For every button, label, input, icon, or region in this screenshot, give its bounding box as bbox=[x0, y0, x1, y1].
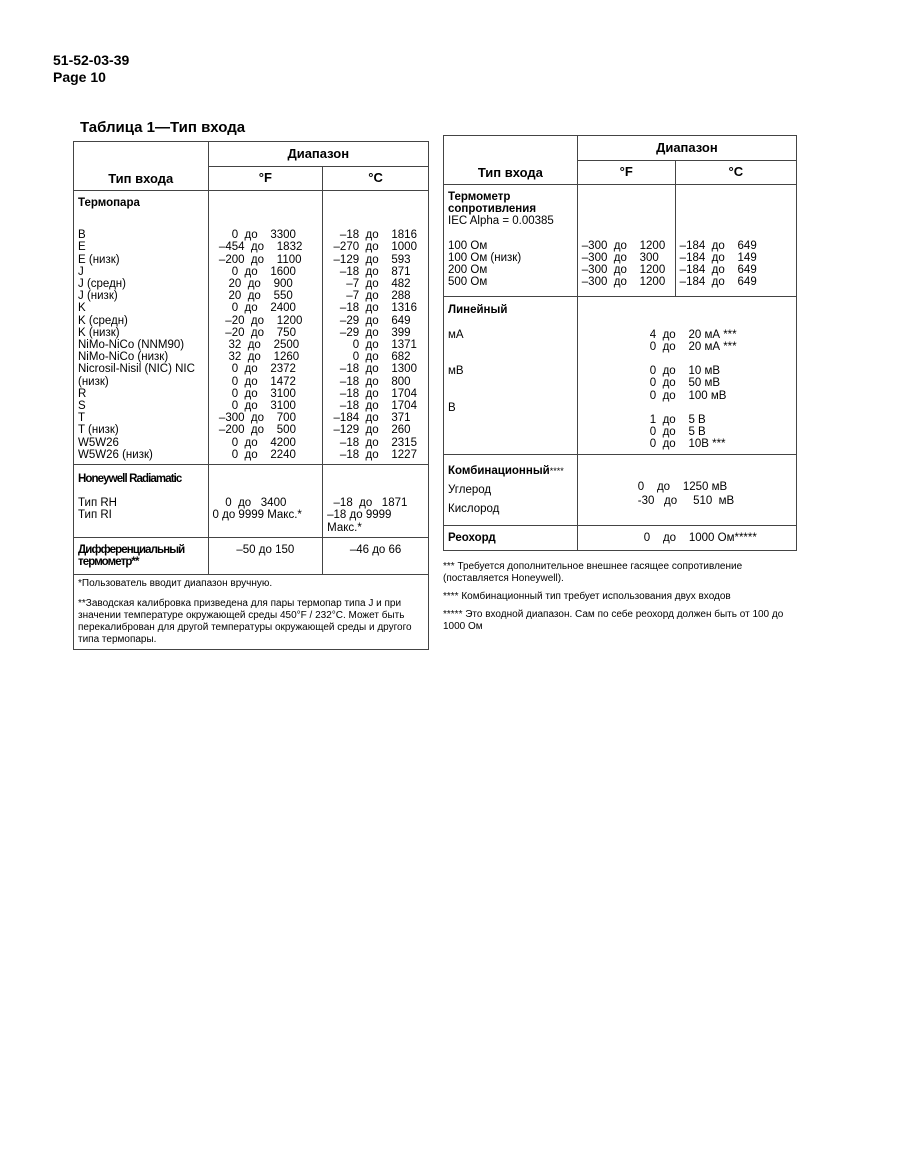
rh-f-range: 0 до 3400 bbox=[212, 497, 287, 510]
right-footnotes bbox=[443, 561, 793, 633]
thermocouple-f-range: –20 до 1200 bbox=[212, 314, 303, 327]
input-type-table-right bbox=[443, 135, 797, 551]
ri-f-range: 0 до 9999 Макс.* bbox=[212, 509, 302, 522]
linear-title: Линейный bbox=[448, 304, 508, 317]
rtd-c-range: –184 до 649 bbox=[679, 239, 757, 252]
thermocouple-c-range: 0 до 682 bbox=[327, 351, 411, 364]
linear-mv-ranges bbox=[650, 365, 792, 402]
thermocouple-names bbox=[78, 229, 204, 461]
rtd-c-range: –184 до 649 bbox=[679, 276, 757, 289]
footnote-2: **Заводская калибровка призведена для пары термопар типа J и при значении температуре окружающей среды 450°F / 232°C. Может быть перекалиброван для другой температуры окружающей среды и другого типа термопары. bbox=[78, 598, 412, 646]
thermocouple-c-range: –18 до 800 bbox=[327, 375, 411, 388]
differential-f-range: –50 до 150 bbox=[236, 543, 295, 556]
linear-ma-ranges bbox=[650, 329, 792, 353]
thermocouple-c-range: –18 до 1300 bbox=[327, 363, 417, 376]
combination-title: Комбинационный bbox=[448, 464, 550, 477]
thermocouple-c-range: –18 до 2315 bbox=[327, 436, 417, 449]
thermocouple-c-range: –184 до 371 bbox=[327, 412, 411, 425]
v-range: 0 до 10В *** bbox=[649, 438, 726, 451]
slidewire-title: Реохорд bbox=[448, 531, 496, 544]
oxygen-label: Кислород bbox=[448, 502, 500, 515]
carbon-label: Углерод bbox=[448, 483, 492, 496]
slidewire-row bbox=[444, 525, 797, 550]
rtd-type: 500 Ом bbox=[448, 276, 488, 289]
col-header-range-r: Диапазон bbox=[577, 136, 796, 161]
thermocouple-f-range: 0 до 2372 bbox=[212, 363, 296, 376]
thermocouple-c-range: –18 до 1227 bbox=[327, 448, 417, 461]
ma-range: 0 до 20 мА *** bbox=[649, 340, 737, 353]
combination-mark: **** bbox=[549, 465, 564, 476]
thermocouple-f-range: 0 до 1600 bbox=[212, 265, 296, 278]
linear-v: В bbox=[448, 401, 456, 414]
page-header bbox=[53, 52, 129, 86]
thermocouple-type: NiMo-NiCo (низк) bbox=[78, 351, 169, 364]
col-header-f: °F bbox=[208, 167, 323, 191]
col-header-range: Диапазон bbox=[208, 142, 428, 167]
thermocouple-c-range: –270 до 1000 bbox=[327, 241, 417, 254]
rtd-f-range: –300 до 1200 bbox=[581, 239, 666, 252]
radiamatic-title: Honeywell Radiamatic bbox=[78, 473, 182, 486]
thermocouple-f-range: –200 до 500 bbox=[212, 424, 296, 437]
thermocouple-c-range: –18 до 1704 bbox=[327, 387, 417, 400]
rtd-f-range: –300 до 300 bbox=[581, 251, 659, 264]
thermocouple-type: E (низк) bbox=[78, 253, 120, 266]
rtd-row bbox=[444, 185, 797, 297]
col-header-c-r: °C bbox=[675, 161, 796, 185]
thermocouple-type: T bbox=[78, 412, 86, 425]
thermocouple-type: J (низк) bbox=[78, 290, 118, 303]
thermocouple-type: K bbox=[78, 302, 86, 315]
differential-c-range: –46 до 66 bbox=[349, 543, 402, 556]
thermocouple-f-range: 0 до 3100 bbox=[212, 387, 296, 400]
ri-c-range-max: Макс.* bbox=[327, 521, 362, 534]
thermocouple-c-range: –129 до 260 bbox=[327, 424, 411, 437]
linear-ma: мА bbox=[448, 328, 464, 341]
thermocouple-f-range: –20 до 750 bbox=[212, 326, 296, 339]
thermocouple-c-range: –7 до 482 bbox=[327, 278, 411, 291]
rtd-type: 100 Ом bbox=[448, 239, 488, 252]
footnote-3: *** Требуется дополнительное внешнее гасящее сопротивление (поставляется Honeywell). bbox=[443, 561, 743, 584]
thermocouple-f-range: 32 до 1260 bbox=[212, 351, 300, 364]
rtd-f-ranges bbox=[582, 240, 671, 289]
rtd-names bbox=[448, 240, 573, 289]
thermocouple-f-range: 0 до 4200 bbox=[212, 436, 296, 449]
input-type-table-left bbox=[73, 141, 429, 650]
carbon-range: 0 до 1250 мВ bbox=[637, 480, 728, 493]
thermocouple-type: Nicrosil-Nisil (NIC) NIC bbox=[78, 363, 195, 376]
type-ri: Тип RI bbox=[78, 509, 112, 522]
thermocouple-type: K (низк) bbox=[78, 326, 120, 339]
thermocouple-f-range: 0 до 2400 bbox=[212, 302, 296, 315]
thermocouple-type: W5W26 bbox=[78, 436, 119, 449]
thermocouple-type: W5W26 (низк) bbox=[78, 448, 153, 461]
differential-title: Дифференциальный термометр** bbox=[78, 543, 185, 569]
thermocouple-c-range: 0 до 1371 bbox=[327, 339, 417, 352]
thermocouple-f-range: 0 до 1472 bbox=[212, 375, 296, 388]
thermocouple-c-range: –18 до 871 bbox=[327, 265, 411, 278]
thermocouple-f-range: 0 до 2240 bbox=[212, 448, 296, 461]
thermocouple-c-range: –7 до 288 bbox=[327, 290, 411, 303]
col-header-type-r: Тип входа bbox=[444, 136, 578, 185]
combination-row bbox=[444, 454, 797, 525]
thermocouple-f-range: –454 до 1832 bbox=[212, 241, 303, 254]
footnote-4: **** Комбинационный тип требует использования двух входов bbox=[443, 591, 731, 602]
linear-v-ranges bbox=[650, 414, 792, 451]
rtd-c-range: –184 до 149 bbox=[679, 251, 757, 264]
rh-c-range: –18 до 1871 bbox=[327, 497, 408, 510]
ma-range: 4 до 20 мА *** bbox=[649, 328, 737, 341]
thermocouple-f-range: 20 до 900 bbox=[212, 278, 293, 291]
footnote-1: *Пользователь вводит диапазон вручную. bbox=[78, 578, 273, 590]
thermocouple-f-range: 20 до 550 bbox=[212, 290, 293, 303]
rtd-f-range: –300 до 1200 bbox=[581, 276, 666, 289]
thermocouple-f-range: –200 до 1100 bbox=[212, 253, 302, 266]
rtd-type: 200 Ом bbox=[448, 264, 488, 277]
page-number: Page 10 bbox=[53, 69, 106, 85]
left-footnotes bbox=[74, 575, 429, 650]
thermocouple-f-range: 0 до 3300 bbox=[212, 229, 296, 242]
thermocouple-f-ranges bbox=[213, 229, 319, 461]
mv-range: 0 до 50 мВ bbox=[649, 377, 721, 390]
thermocouple-c-range: –18 до 1704 bbox=[327, 400, 417, 413]
thermocouple-c-range: –18 до 1816 bbox=[327, 229, 417, 242]
differential-row bbox=[74, 537, 429, 574]
thermocouple-c-ranges bbox=[327, 229, 424, 461]
thermocouple-c-range: –18 до 1316 bbox=[327, 302, 417, 315]
mv-range: 0 до 100 мВ bbox=[649, 389, 727, 402]
linear-mv: мВ bbox=[448, 365, 464, 378]
thermocouple-type: (низк) bbox=[78, 375, 109, 388]
v-range: 1 до 5 В bbox=[649, 414, 706, 427]
thermocouple-type: J (средн) bbox=[78, 278, 126, 291]
ri-c-range: –18 до 9999 bbox=[327, 509, 392, 522]
thermocouple-type: T (низк) bbox=[78, 424, 119, 437]
oxygen-range: -30 до 510 мВ bbox=[637, 494, 735, 507]
thermocouple-c-range: –129 до 593 bbox=[327, 253, 411, 266]
thermocouple-f-range: –300 до 700 bbox=[212, 412, 296, 425]
col-header-f-r: °F bbox=[577, 161, 675, 185]
type-rh: Тип RH bbox=[78, 497, 117, 510]
thermocouple-f-range: 0 до 3100 bbox=[212, 400, 296, 413]
col-header-c: °C bbox=[323, 167, 429, 191]
slidewire-range: 0 до 1000 Ом***** bbox=[643, 531, 757, 544]
thermocouple-type: S bbox=[78, 400, 86, 413]
thermocouple-type: NiMo-NiCo (NNM90) bbox=[78, 339, 185, 352]
col-header-type: Тип входа bbox=[74, 142, 209, 191]
v-range: 0 до 5 В bbox=[649, 426, 706, 439]
thermocouple-title: Термопара bbox=[78, 197, 140, 209]
rtd-c-range: –184 до 649 bbox=[679, 264, 757, 277]
linear-row bbox=[444, 297, 797, 454]
rtd-f-range: –300 до 1200 bbox=[581, 264, 666, 277]
table-caption: Таблица 1—Тип входа bbox=[80, 119, 246, 136]
thermocouple-type: E bbox=[78, 241, 86, 254]
thermocouple-f-range: 32 до 2500 bbox=[212, 339, 300, 352]
thermocouple-type: R bbox=[78, 387, 87, 400]
thermocouple-type: B bbox=[78, 229, 86, 242]
mv-range: 0 до 10 мВ bbox=[649, 365, 721, 378]
rtd-title: Термометр сопротивления bbox=[448, 191, 537, 216]
thermocouple-c-range: –29 до 649 bbox=[327, 314, 411, 327]
thermocouple-type: K (средн) bbox=[78, 314, 128, 327]
rtd-alpha: IEC Alpha = 0.00385 bbox=[448, 215, 554, 228]
thermocouple-type: J bbox=[78, 265, 84, 278]
rtd-type: 100 Ом (низк) bbox=[448, 251, 522, 264]
doc-number: 51-52-03-39 bbox=[53, 52, 130, 68]
radiamatic-row bbox=[74, 465, 429, 538]
footnote-5: ***** Это входной диапазон. Сам по себе реохорд должен быть от 100 до 1000 Ом bbox=[443, 609, 784, 632]
thermocouple-row bbox=[74, 191, 429, 465]
rtd-c-ranges bbox=[680, 240, 792, 289]
thermocouple-c-range: –29 до 399 bbox=[327, 326, 411, 339]
